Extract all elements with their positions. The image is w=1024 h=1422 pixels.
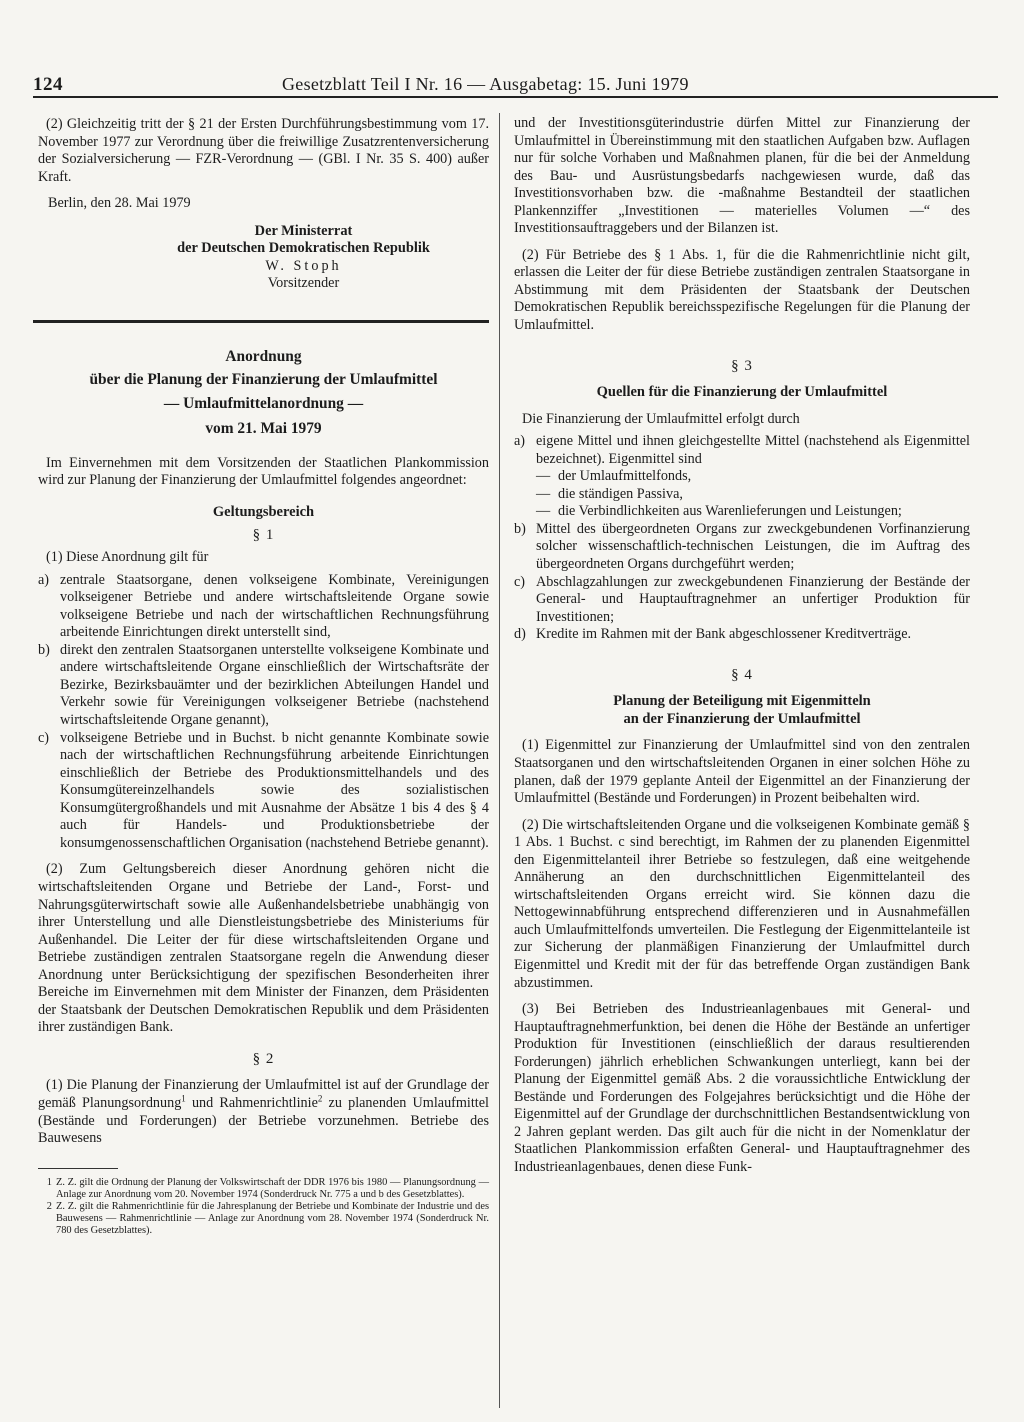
- footnote-ref-2: 2: [317, 1093, 323, 1104]
- list-item-text: Abschlagzahlungen zur zweckgebundenen Finanzierung der Bestände der General- und Hauptauftragnehmer an unfertiger Produktion für Investitionen;: [536, 573, 970, 625]
- s1-paragraph-1: (1) Diese Anordnung gilt für: [46, 549, 209, 566]
- signature-name: W. Stoph: [265, 257, 342, 274]
- s4-paragraph-1: (1) Eigenmittel zur Finanzierung der Umlaufmittel sind von den zentralen Staatsorganen und den wirtschaftsleitenden Organen in einer solchen Höhe zu planen, daß der 1979 geplante Anteil der Eigenmittel an der Finanzierung der Umlaufmittel (Bestände und Forderungen) in Prozent beibehalten wird.: [514, 737, 970, 807]
- list-item: [514, 521, 970, 574]
- section-2-sign: § 2: [252, 1050, 275, 1067]
- s2-paragraph-2: (2) Für Betriebe des § 1 Abs. 1, für die die Rahmenrichtlinie nicht gilt, erlassen die Leiter der für diese Betriebe zuständigen zentralen Staatsorgane in Abstimmung mit dem Präsidenten der Staatsbank der Deutschen Demokratischen Republik bereichsspezifische Regelungen für die Planung der Umlaufmittel.: [514, 246, 970, 334]
- ordinance-title-block: [38, 345, 489, 441]
- list-item: [38, 730, 489, 853]
- list-item-text: volkseigene Betriebe und in Buchst. b nicht genannte Kombinate sowie nach der wirtschaftlichen Rechnungsführung arbeitende Einrichtungen einschließlich der Betriebe des Produktionsmittelhandels und des Konsumgütereinzelhandels sowie des sozialistischen Konsumgütergroßhandels und mit Ausnahme der Absätze 1 bis 4 des § 4 auch für Handels- und Produktionsbetriebe der konsumgenossenschaftlichen Organisation (nachstehend Betriebe genannt).: [60, 729, 489, 851]
- footnote-text: Z. Z. gilt die Ordnung der Planung der Volkswirtschaft der DDR 1976 bis 1980 — Planungsordnung — Anlage zur Anordnung vom 20. November 1974 (Sonderdruck Nr. 775 a und b des Gesetzblattes).: [56, 1176, 489, 1200]
- ordinance-subject: über die Planung der Finanzierung der Umlaufmittel: [89, 371, 438, 389]
- place-date: Berlin, den 28. Mai 1979: [48, 195, 191, 212]
- ordinance-short-title: — Umlaufmittelanordnung —: [163, 394, 364, 412]
- s2-text-c: zu planenden Umlaufmittel (Bestände und Forderungen) der Betriebe vorzunehmen. Betriebe des Bauwesens: [38, 1094, 489, 1147]
- left-column: [38, 116, 489, 1237]
- list-item: [38, 572, 489, 642]
- dash-item-text: der Umlaufmittelfonds,: [558, 468, 692, 485]
- list-item: [514, 433, 970, 468]
- list-item-text: zentrale Staatsorgane, denen volkseigene Kombinate, Vereinigungen volkseigener Betriebe und andere wirtschaftsleitende Organe sowie volkseigene Betriebe und nach der wirtschaftlichen Rechnungsführung arbeitende Einrichtungen direkt unterstellt sind,: [60, 571, 489, 641]
- dash-item-text: die ständigen Passiva,: [558, 485, 683, 502]
- paragraph-repeal: (2) Gleichzeitig tritt der § 21 der Ersten Durchführungsbestimmung vom 17. November 1977 zur Verordnung über die freiwillige Zusatzrentenversicherung der Sozialversicherung — FZR-Verordnung — (GBl. I Nr. 35 S. 400) außer Kraft.: [38, 116, 489, 185]
- signature-org-line2: der Deutschen Demokratischen Republik: [177, 240, 430, 257]
- signature-function: Vorsitzender: [267, 275, 340, 292]
- signature-org-line1: Der Ministerrat: [254, 222, 353, 239]
- footnote-label: 2: [46, 1200, 52, 1212]
- footnote-rule: [38, 1168, 118, 1169]
- column-divider: [499, 113, 500, 1408]
- running-header: Gesetzblatt Teil I Nr. 16 — Ausgabetag: 15. Juni 1979: [282, 74, 689, 94]
- footnote: [38, 1177, 489, 1201]
- heading-equity-2: an der Finanzierung der Umlaufmittel: [623, 710, 861, 727]
- ordinance-date: vom 21. Mai 1979: [205, 420, 322, 438]
- heading-sources: Quellen für die Finanzierung der Umlaufmittel: [596, 384, 888, 401]
- list-item-label: a): [38, 571, 50, 588]
- heading-scope: Geltungsbereich: [212, 504, 315, 521]
- s2-paragraph-1-continued: und der Investitionsgüterindustrie dürfen Mittel zur Finanzierung der Umlaufmittel in Übereinstimmung mit den staatlichen Aufgaben bzw. Auflagen nur für solche Vorhaben und Maßnahmen planen, für die bei der Anmeldung des Bau- und Ausrüstungsbedarfs nachgewiesen wurde, daß das Investitionsvorhaben bzw. die -maßnahme Bestandteil der staatlichen Plankennziffer „Investitionen — materielles Volumen —“ des Investitionsauftraggebers und der Bilanzen ist.: [514, 115, 970, 237]
- dash-symbol: —: [536, 468, 551, 485]
- dash-item: [514, 468, 970, 486]
- list-item-label: b): [514, 520, 526, 537]
- heading-equity-1: Planung der Beteiligung mit Eigenmitteln: [613, 693, 871, 710]
- right-column: [514, 115, 970, 1177]
- footnote-text: Z. Z. gilt die Rahmenrichtlinie für die Jahresplanung der Betriebe und Kombinate der Industrie und des Bauwesens — Rahmenrichtlinie — Anlage zur Anordnung vom 28. November 1974 (Sonderdruck Nr. 780 des Gesetzblattes).: [56, 1200, 489, 1236]
- list-item-text: Mittel des übergeordneten Organs zur zweckgebundenen Vorfinanzierung solcher wissenschaftlich-technischen Leistungen, die im Auftrag des übergeordneten Organs durchgeführt werden;: [536, 520, 970, 573]
- footnote-ref-1: 1: [181, 1093, 186, 1104]
- ordinance-title: Anordnung: [225, 347, 302, 365]
- list-item-label: c): [514, 573, 526, 590]
- dash-item: [514, 486, 970, 504]
- section-1-sign: § 1: [252, 526, 275, 543]
- dash-symbol: —: [536, 503, 551, 520]
- list-item-text: eigene Mittel und ihnen gleichgestellte Mittel (nachstehend als Eigenmittel bezeichnet). Eigenmittel sind: [536, 433, 970, 467]
- s3-intro: Die Finanzierung der Umlaufmittel erfolgt durch: [522, 410, 800, 427]
- s1-paragraph-2: (2) Zum Geltungsbereich dieser Anordnung gehören nicht die wirtschaftsleitenden Organe und Betriebe der Land-, Forst- und Nahrungsgüterwirtschaft sowie alle Außenhandelsbetriebe unabhängig von ihrer Unterstellung und alle Dienstleistungsbetriebe des Ministeriums für Außenhandel. Die Leiter der für diese wirtschaftsleitenden Organe und Betriebe zuständigen zentralen Staatsorgane regeln die Anwendung dieser Anordnung unter Berücksichtigung der spezifischen Besonderheiten ihrer Bereiche im Einvernehmen mit dem Minister der Finanzen, dem Präsidenten der Staatsbank der Deutschen Demokratischen Republik und dem Präsidenten ihrer zuständigen Bank.: [38, 861, 489, 1036]
- list-item-text: direkt den zentralen Staatsorganen unterstellte volkseigene Kombinate und andere wirtschaftsleitende Organe einschließlich der Wirtschaftsräte der Bezirke, Bezirksbauämter und der bezirklichen Abteilungen Handel und Verkehr sowie für Vereinigungen volkseigener Betriebe (nachstehend wirtschaftsleitende Organe genannt),: [60, 641, 489, 729]
- list-item: [38, 642, 489, 730]
- s2-paragraph-1: [38, 1077, 489, 1147]
- s4-paragraph-2: (2) Die wirtschaftsleitenden Organe und die volkseigenen Kombinate gemäß § 1 Abs. 1 Buchst. c sind berechtigt, im Rahmen der zu planenden Eigenmittel den Eigenmittelanteil ihrer Betriebe so festzulegen, daß eine weitgehende Annäherung an den durchschnittlichen Eigenmittelanteil des wirtschaftsleitenden Organs erreicht wird. Sie können dazu die Nettogewinnabführung entsprechend differenzieren und in Ausnahmefällen auch Umlaufmittelfonds umverteilen. Die Festlegung der Eigenmittelanteile ist zur Sicherung der planmäßigen Finanzierung der Umlaufmittel durch Eigenmittel und Kredit mit der für das betreffende Organ zuständigen Bank abzustimmen.: [514, 816, 970, 991]
- list-item-label: b): [38, 641, 50, 658]
- section-divider: [33, 320, 489, 323]
- section-4-sign: § 4: [731, 666, 753, 683]
- preamble: Im Einvernehmen mit dem Vorsitzenden der Staatlichen Plankommission wird zur Planung der Finanzierung der Umlaufmittel folgendes angeordnet:: [38, 454, 489, 489]
- list-item-text: Kredite im Rahmen mit der Bank abgeschlossener Kreditverträge.: [536, 626, 912, 643]
- page-number: 124: [33, 74, 63, 95]
- list-item: [514, 626, 970, 644]
- dash-item-text: die Verbindlichkeiten aus Warenlieferungen und Leistungen;: [558, 503, 902, 520]
- s2-text-a: (1) Die Planung der Finanzierung der Umlaufmittel ist auf der Grundlage der gemäß Planungsordnung: [38, 1077, 489, 1111]
- signature-block: [38, 223, 489, 293]
- list-item-label: a): [514, 433, 526, 450]
- list-item-label: d): [514, 626, 526, 643]
- dash-item: [514, 503, 970, 521]
- list-item-label: c): [38, 729, 50, 746]
- s4-paragraph-3: (3) Bei Betrieben des Industrieanlagenbaues mit General- und Hauptauftragnehmerfunktion, bei denen die Höhe der Bestände an unfertiger Produktion für Investitionen (einschließlich der daraus resultierenden Forderungen) jährlich erheblichen Schwankungen unterliegt, kann bei der Planung der Eigenmittel gemäß Abs. 2 die voraussichtliche Entwicklung der Bestände und Forderungen des Folgejahres berücksichtigt und die Höhe der Eigenmittel auf der Grundlage der durchschnittlichen Bestandsentwicklung von 2 Jahren geplant werden. Das gilt auch für die nicht in der Nomenklatur der Staatlichen Plankommission erfaßten General- und Hauptauftragnehmer des Industrieanlagenbaues, denen diese Funk-: [514, 1001, 970, 1175]
- footnote-label: 1: [46, 1176, 52, 1188]
- s2-text-b: und Rahmenrichtlinie: [185, 1094, 318, 1111]
- footnote: [38, 1201, 489, 1237]
- section-3-sign: § 3: [731, 357, 753, 374]
- dash-symbol: —: [536, 485, 551, 502]
- header-rule: [33, 96, 998, 98]
- list-item: [514, 574, 970, 627]
